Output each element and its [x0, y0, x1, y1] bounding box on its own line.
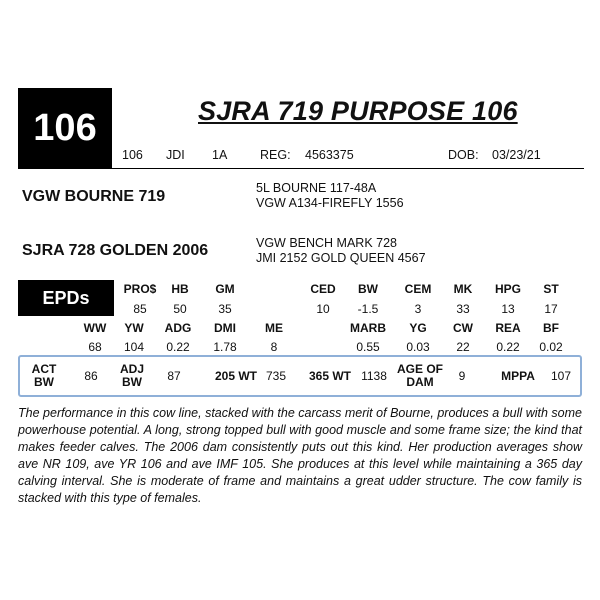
epd-label-hpg: HPG	[494, 282, 521, 296]
epd-value-pro: 85	[133, 302, 147, 316]
epd-value-bf: 0.02	[539, 340, 563, 354]
epd-label-pro: PRO$	[123, 282, 157, 296]
actual-value-act-bw: 86	[84, 369, 98, 383]
actual-value-205-wt: 735	[265, 369, 287, 383]
epd-value-cem: 3	[414, 302, 422, 316]
epd-value-st: 17	[544, 302, 558, 316]
dob-label: DOB:	[448, 148, 479, 162]
epd-value-rea: 0.22	[496, 340, 520, 354]
dob-value: 03/23/21	[492, 148, 541, 162]
dam-name: SJRA 728 GOLDEN 2006	[22, 242, 209, 259]
herd-code: JDI	[166, 148, 185, 162]
actual-label-line-2: DAM	[406, 375, 434, 389]
actual-label-mppa: MPPA	[501, 369, 535, 383]
reg-number: 4563375	[305, 148, 354, 162]
reg-label: REG:	[260, 148, 291, 162]
dam-dam: JMI 2152 GOLD QUEEN 4567	[256, 251, 426, 265]
epd-value-ww: 68	[88, 340, 102, 354]
epd-label-cem: CEM	[404, 282, 432, 296]
epd-label-yg: YG	[409, 321, 427, 335]
epd-value-adg: 0.22	[166, 340, 190, 354]
epd-label-mk: MK	[453, 282, 473, 296]
dam-sire: VGW BENCH MARK 728	[256, 236, 398, 250]
epd-value-bw: -1.5	[357, 302, 379, 316]
class-code: 1A	[212, 148, 228, 162]
actual-label-line-1: ACT	[31, 362, 57, 376]
sire-name: VGW BOURNE 719	[22, 188, 166, 205]
epd-label-bw: BW	[358, 282, 378, 296]
actual-label-365-wt: 365 WT	[308, 369, 351, 383]
lot-number-box	[18, 88, 112, 168]
epd-value-dmi: 1.78	[213, 340, 237, 354]
epd-label-dmi: DMI	[214, 321, 236, 335]
actual-value-age-of-dam: 9	[458, 369, 466, 383]
epd-label: EPDs	[42, 287, 90, 308]
description: The performance in this cow line, stacked with the carcass merit of Bourne, produces a bull with some powerhouse potential. A long, strong topped bull with good muscle and some frame size; the kind that makes feeder calves. The 2006 dam consistently puts out this kind. Her production averages show ave NR 109, ave YR 106 and ave IMF 105. She produces at this level while maintaining a 365 day calving interval. She is moderate of frame and maintains a great udder structure. The cow family is stacked with this type of females.	[18, 406, 582, 505]
tattoo: 106	[122, 148, 143, 162]
epd-label-ced: CED	[310, 282, 336, 296]
actual-label-act-bw	[14, 363, 74, 389]
actual-value-mppa: 107	[550, 369, 572, 383]
sire-sire: 5L BOURNE 117-48A	[256, 181, 377, 195]
epd-value-yw: 104	[123, 340, 145, 354]
epd-value-cw: 22	[456, 340, 470, 354]
epd-value-hpg: 13	[501, 302, 515, 316]
animal-title: SJRA 719 PURPOSE 106	[198, 96, 518, 126]
epd-label-st: ST	[543, 282, 559, 296]
epd-label-me: ME	[265, 321, 283, 335]
actual-value-365-wt: 1138	[361, 369, 387, 383]
epd-label-yw: YW	[124, 321, 144, 335]
actual-value-adj-bw: 87	[167, 369, 181, 383]
epd-value-ced: 10	[316, 302, 330, 316]
dam-pedigree	[256, 236, 426, 266]
epd-label-marb: MARB	[350, 321, 386, 335]
sire-pedigree	[256, 181, 404, 211]
header-divider	[18, 168, 584, 169]
actual-label-line-1: ADJ	[119, 362, 144, 376]
epd-value-mk: 33	[456, 302, 470, 316]
epd-value-marb: 0.55	[356, 340, 380, 354]
epd-label-cw: CW	[453, 321, 473, 335]
epd-label-gm: GM	[215, 282, 235, 296]
actual-label-line-2: BW	[122, 375, 142, 389]
epd-label-box	[18, 280, 114, 316]
sire-dam: VGW A134-FIREFLY 1556	[256, 196, 404, 210]
epd-label-bf: BF	[543, 321, 559, 335]
epd-value-me: 8	[270, 340, 278, 354]
epd-label-adg: ADG	[164, 321, 192, 335]
actual-label-205-wt: 205 WT	[214, 369, 257, 383]
epd-value-yg: 0.03	[406, 340, 430, 354]
actual-label-line-2: BW	[34, 375, 54, 389]
epd-label-hb: HB	[171, 282, 189, 296]
epd-label-rea: REA	[495, 321, 521, 335]
lot-number: 106	[33, 106, 97, 149]
epd-value-hb: 50	[173, 302, 187, 316]
epd-label-ww: WW	[83, 321, 107, 335]
actual-label-line-1: AGE OF	[396, 362, 443, 376]
epd-value-gm: 35	[218, 302, 232, 316]
